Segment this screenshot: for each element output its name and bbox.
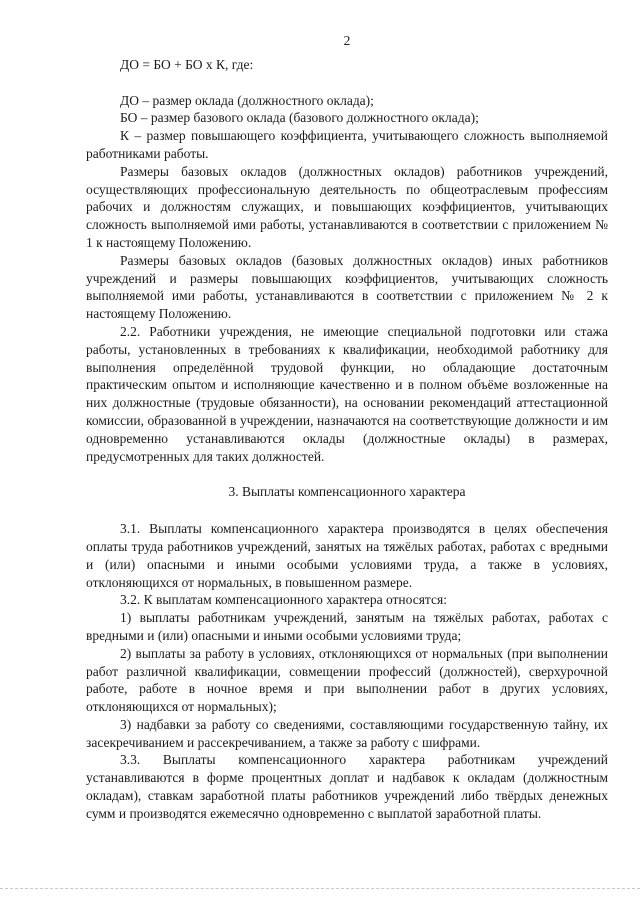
scan-bottom-edge <box>0 888 640 889</box>
definition-do: ДО – размер оклада (должностного оклада); <box>120 92 374 108</box>
paragraph-3-1: 3.1. Выплаты компенсационного характера производятся в целях обеспечения оплаты труда работников учреждений, занятых на тяжёлых работах, работах с вредными и (или) опасными и иными особыми условиями труда, а также в условиях, отклоняющихся от нормальных, в повышенном размере. <box>86 521 608 590</box>
page-number: 2 <box>343 33 351 48</box>
paragraph-base-salaries-appendix-1: Размеры базовых окладов (должностных окладов) работников учреждений, осуществляющих профессиональную деятельность по общеотраслевым профессиям рабочих и должностям служащих, и повышающих коэффициентов, учитывающих сложность выполняемой ими работы, устанавливаются в соответствии с приложением № 1 к настоящему Положению. <box>86 163 608 250</box>
list-item-2: 2) выплаты за работу в условиях, отклоняющихся от нормальных (при выполнении работ различной квалификации, совмещении профессий (должностей), сверхурочной работе, работе в ночное время и при выполнении работ в других условиях, отклоняющихся от нормальных); <box>86 645 608 715</box>
paragraph-base-salaries-appendix-2: Размеры базовых окладов (базовых должностных окладов) иных работников учреждений и размеры повышающих коэффициентов, учитывающих сложность выполняемой ими работы, устанавливаются в соответствии с приложением № 2 к настоящему Положению. <box>86 252 608 322</box>
section-3-heading: 3. Выплаты компенсационного характера <box>228 484 466 500</box>
list-item-1: 1) выплаты работникам учреждений, занятым на тяжёлых работах, работах с вредными и (или) опасными и иными особыми условиями труда; <box>86 610 608 643</box>
salary-formula: ДО = БО + БО х К, где: <box>120 57 254 72</box>
document-page <box>86 0 608 905</box>
document-body <box>86 56 608 823</box>
paragraph-3-3: 3.3. Выплаты компенсационного характера работникам учреждений устанавливаются в форме процентных доплат и надбавок к окладам (должностным окладам), ставкам заработной платы работников учреждений либо твёрдых денежных сумм и производятся ежемесячно одновременно с выплатой заработной платы. <box>86 752 608 821</box>
definition-bo: БО – размер базового оклада (базового должностного оклада); <box>120 110 479 126</box>
blank-line <box>86 74 608 92</box>
definition-k: К – размер повышающего коэффициента, учитывающего сложность выполняемой работниками работы. <box>86 128 608 161</box>
paragraph-2-2: 2.2. Работники учреждения, не имеющие специальной подготовки или стажа работы, установленных в требованиях к квалификации, необходимой работнику для выполнения определённой трудовой функции, но обладающие достаточным практическим опытом и исполняющие качественно и в полном объёме возложенные на них должностные (трудовые обязанности), на основании рекомендаций аттестационной комиссии, образованной в учреждении, назначаются на соответствующие должности и им одновременно устанавливаются оклады (должностные оклады) в размерах, предусмотренных для таких должностей. <box>86 323 608 464</box>
paragraph-3-2: 3.2. К выплатам компенсационного характера относятся: <box>120 592 447 608</box>
list-item-3: 3) надбавки за работу со сведениями, составляющими государственную тайну, их засекречиванием и рассекречиванием, а также за работу с шифрами. <box>86 716 608 750</box>
